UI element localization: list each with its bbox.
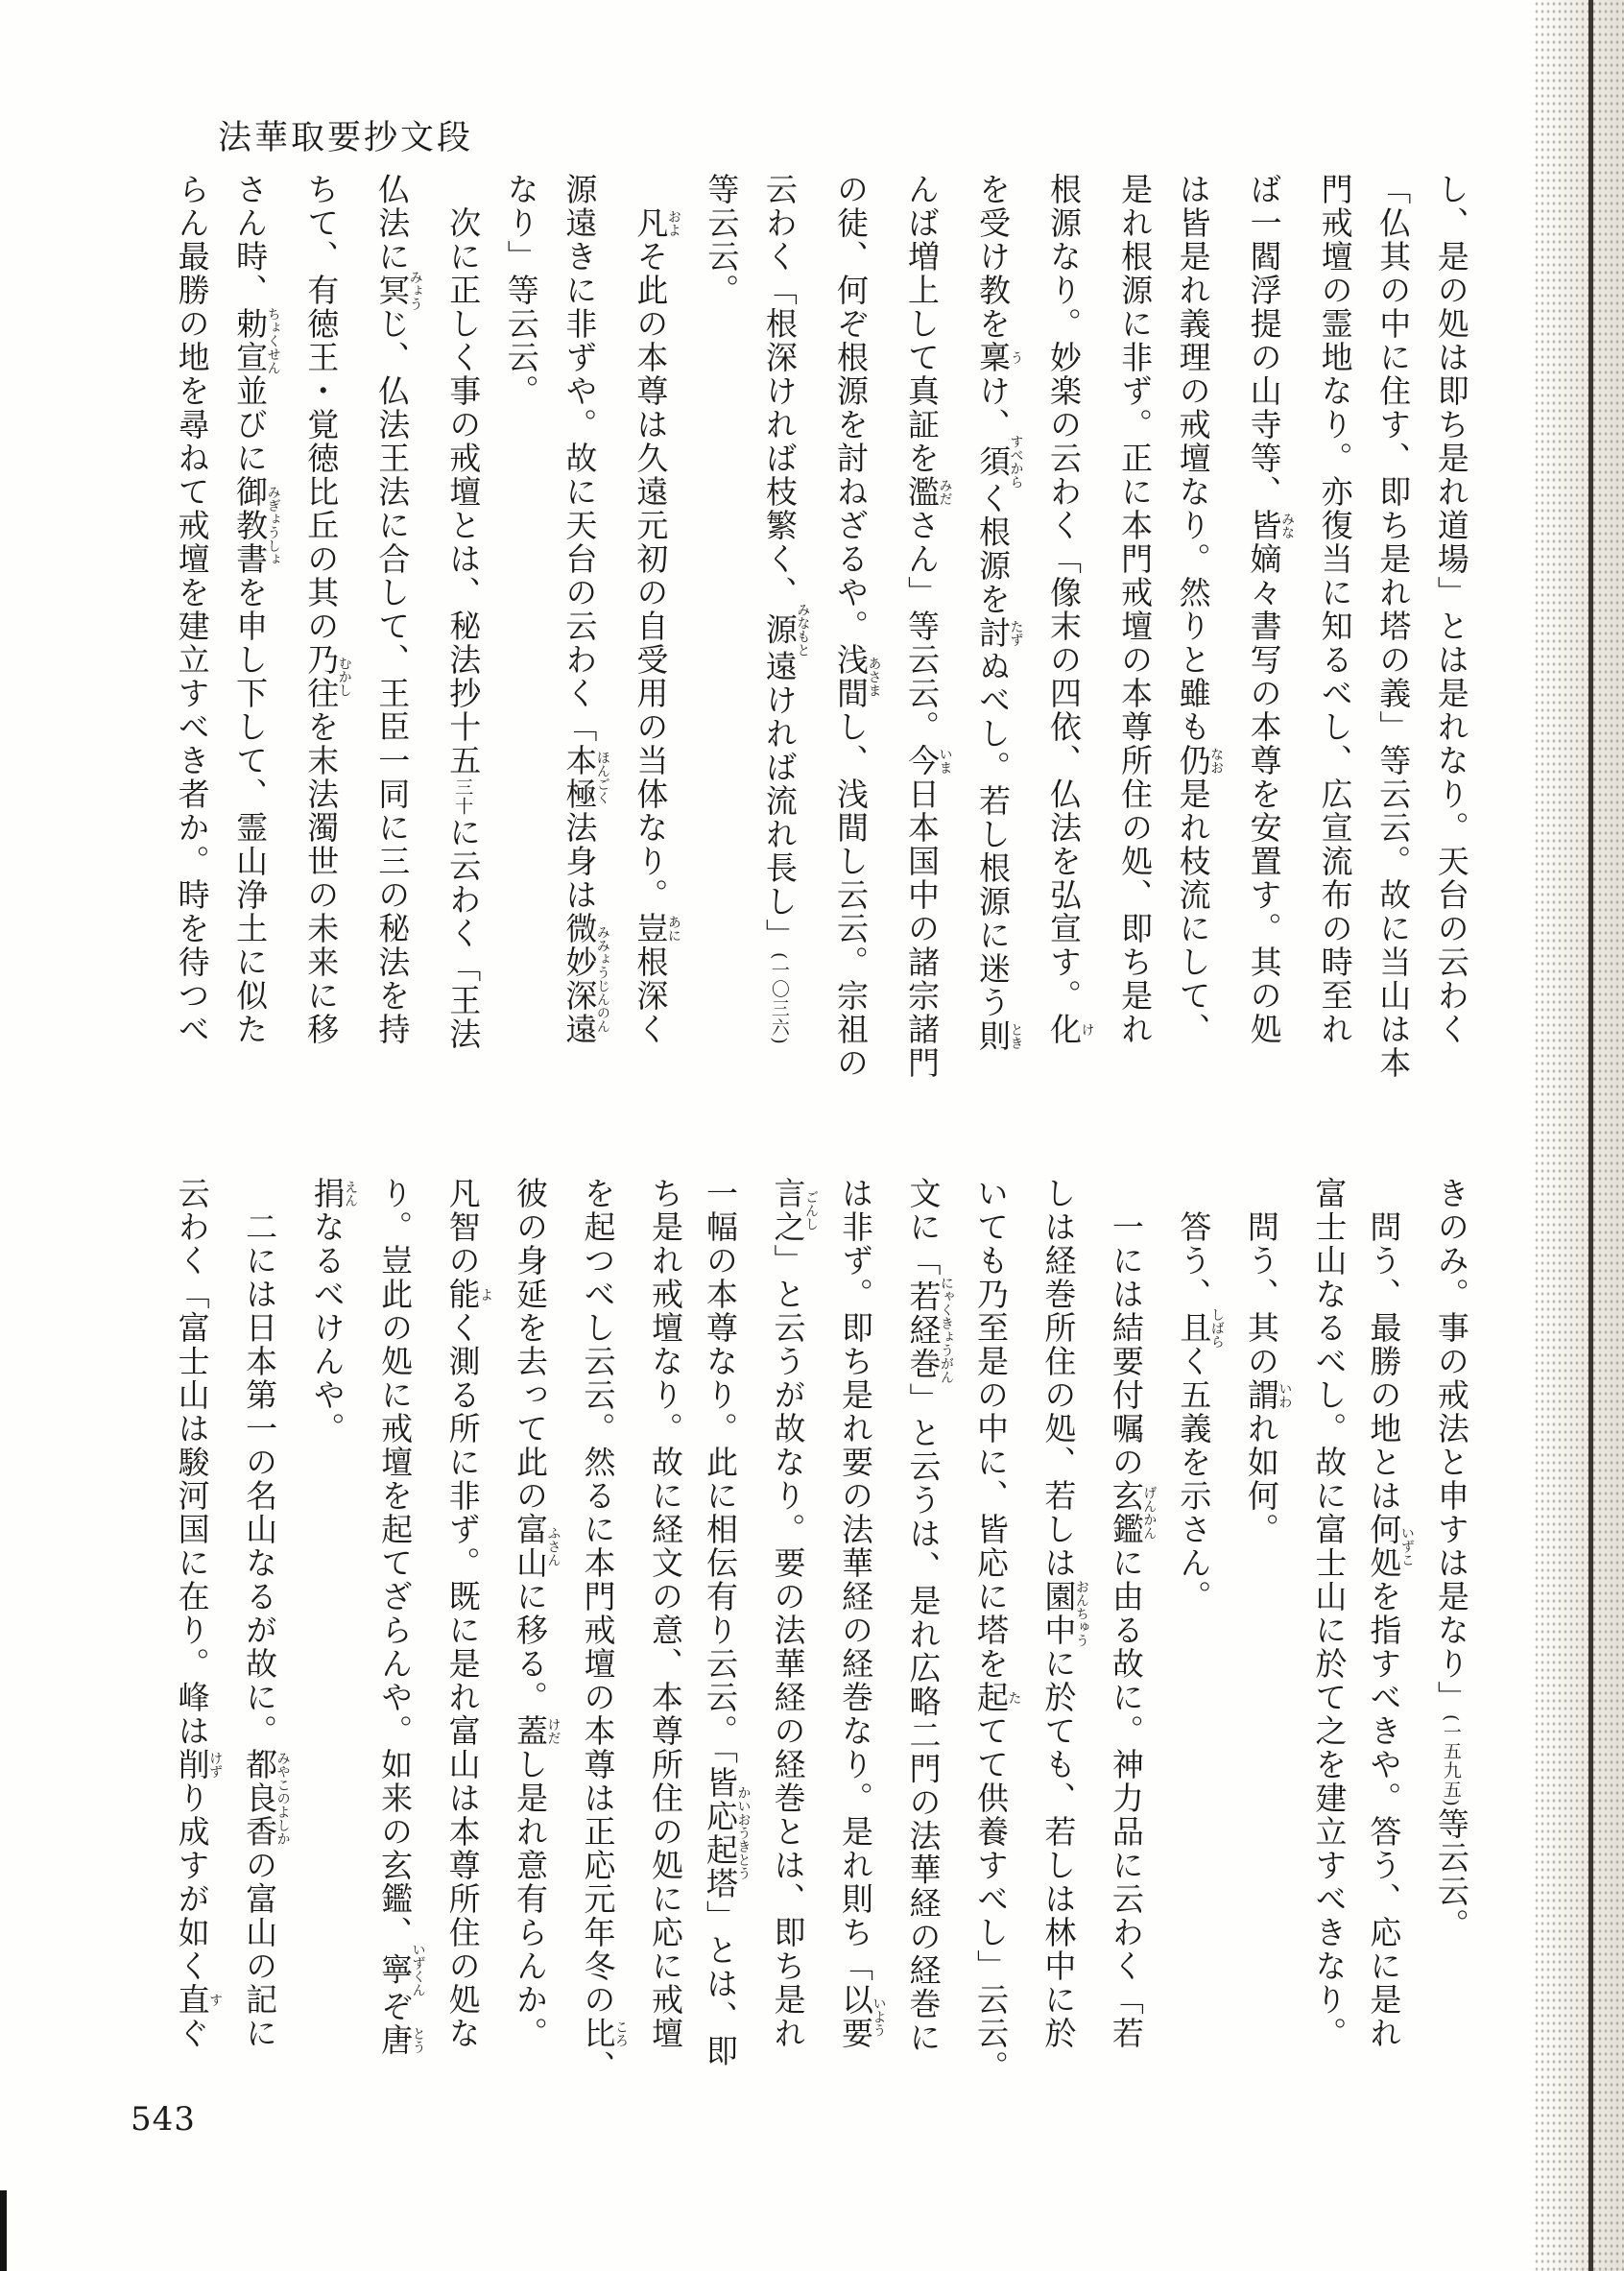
text-column: 根源なり。妙楽の云わく「像末の四依、仏法を弘宣す。化け [1045,173,1095,1046]
text-column: 言之ごんし」と云うが故なり。要の法華経の経巻とは、即ち是れ [769,1177,819,2050]
text-column: らん最勝の地を尋ねて戒壇を建立すべき者か。時を待つべ [173,173,211,1046]
ruby-annotated-text: 乃往むかし [302,643,352,710]
text-column: は皆是れ義理の戒壇なり。然りと雖も仍なお是れ枝流にして、 [1174,173,1225,1046]
ruby-annotated-text: 寧いずくん [376,1943,426,1996]
text-column: 源遠きに非ずや。故に天台の云わく「本極ほんごく法身は微妙深遠みみょうじんのん [561,173,610,1046]
ruby-annotated-text: 捐えん [308,1177,359,1210]
ruby-annotated-text: 比ころ [579,2017,630,2050]
binding-edge-line [1588,0,1593,2271]
ruby-annotated-text: 化け [1045,1013,1095,1046]
ruby-annotated-text: 園中おんちゅう [1039,1580,1089,1647]
ruby-annotated-text: 都良香みやこのよしか [241,1748,291,1849]
inline-citation: (一五九五) [1440,1714,1462,1807]
ruby-annotated-text: 則とき [974,1019,1024,1053]
text-column: 云わく「根深ければ枝繁く、源みなもと遠ければ流れ長し」(一〇三六) [760,173,811,1045]
ruby-annotated-text: 微妙深遠みみょうじんのん [561,912,610,1046]
text-column: なり」等云云。 [502,173,540,408]
ruby-annotated-text: 討たず [974,616,1024,650]
ruby-annotated-text: 浅間あさま [831,643,882,710]
text-column: を起つべし云云。然るに本門戒壇の本尊は正応元年冬の比ころ、 [579,1177,630,2084]
text-column: 次に正しく事の戒壇とは、秘法抄十五三十に云わく「王法 [444,206,483,1051]
text-column: ば一閻浮提の山寺等、皆みな嫡々書写の本尊を安置す。其の処 [1245,173,1296,1046]
text-column: 凡智の能よく測る所に非ず。既に是れ富山は本尊所住の処な [443,1177,494,2050]
text-column: 文に「若経巻にゃくきょうがん」と云うは、是れ広略二門の法華経の経巻に [904,1177,954,2055]
ruby-annotated-text: 且しばら [1175,1307,1225,1349]
text-column: 是れ根源に非ず。正に本門戒壇の本尊所住の処、即ち是れ [1116,173,1155,1046]
ruby-annotated-text: 凡およ [632,206,681,240]
ruby-annotated-text: 仍なお [1174,744,1225,777]
text-column: 云わく「富士山は駿河国に在り。峰は削けずり成すが如く直すぐ [173,1177,224,2050]
ruby-annotated-text: 冥みょう [373,270,423,311]
ruby-annotated-text: 以要いよう [836,1983,887,2050]
ruby-annotated-text: 皆みな [1245,509,1296,542]
text-column: 等云云。 [703,173,741,307]
text-column: んば増上して真証を濫みださん」等云云。今いま日本国中の諸宗諸門 [902,173,953,1080]
text-column: 彼の身延を去って此の富山ふさんに移る。蓋けだし是れ意有らんか。 [512,1177,561,2050]
text-column: 「仏其の中に住す、即ち是れ塔の義」等云云。故に当山は本 [1374,173,1413,1080]
ruby-annotated-text: 直す [173,1983,224,2017]
ruby-annotated-text: 起た [971,1681,1022,1714]
text-column: 門戒壇の霊地なり。亦復当に知るべし、広宣流布の時至れ [1316,173,1354,1046]
text-column: しは経巻所住の処、若しは園中おんちゅうに於ても、若しは林中に於 [1039,1177,1089,2050]
text-column: を受け教を稟うけ、須すべからく根源を討たずぬべし。若し根源に迷う則とき [974,173,1024,1053]
text-column: 二には日本第一の名山なるが故に。都良香みやこのよしかの富山の記に [241,1210,291,2050]
ruby-annotated-text: 勅宣ちょくせん [231,307,281,374]
text-column: 問う、其の謂いわれ如何。 [1242,1210,1293,1546]
ruby-annotated-text: 若経巻にゃくきょうがん [904,1276,954,1384]
ruby-annotated-text: 御教書みぎょうしょ [231,475,281,576]
text-band-lower [175,1177,1469,2125]
text-column: ち是れ戒壇なり。故に経文の意、本尊所住の処に応に戒壇 [647,1177,685,2050]
ruby-annotated-text: 本極ほんごく [561,744,610,811]
inline-citation: 三十 [452,777,474,816]
ruby-annotated-text: 源みなもと [760,603,811,657]
text-column: 答う、且しばらく五義を示さん。 [1175,1210,1225,1614]
ruby-annotated-text: 唐とう [376,2023,426,2057]
ruby-annotated-text: 富山ふさん [512,1513,561,1580]
ruby-annotated-text: 謂いわ [1242,1378,1293,1412]
text-column: の徒、何ぞ根源を討ねざるや。浅間あさまし、浅間し云云。宗祖の [831,173,882,1080]
ruby-annotated-text: 蓋けだ [512,1714,561,1748]
text-column: し、是の処は即ち是れ道場」とは是れなり。天台の云わく [1432,173,1470,1046]
text-band-upper [175,173,1469,1125]
inline-citation: (一〇三六) [768,952,790,1045]
scan-gutter-halftone [1534,0,1624,2271]
text-column: 仏法に冥みょうじ、仏法王法に合して、王臣一同に三の秘法を持 [373,173,423,1046]
text-column: きのみ。事の戒法と申すは是なり」(一五九五)等云云。 [1432,1177,1470,1942]
ruby-annotated-text: 今いま [902,744,953,777]
ruby-annotated-text: 玄鑑げんかん [1107,1479,1158,1546]
ruby-annotated-text: 濫みだ [902,475,953,509]
text-column: 問う、最勝の地とは何処いずこを指すべきや。答う、応に是れ [1365,1210,1415,2050]
ruby-annotated-text: 言之ごんし [769,1177,819,1244]
text-column: 凡およそ此の本尊は久遠元初の自受用の当体なり。豈あに根深く [632,206,681,1046]
ruby-annotated-text: 稟う [974,341,1024,374]
ruby-annotated-text: 削けず [173,1748,224,1781]
page-title: 法華取要抄文段 [218,119,474,157]
ruby-annotated-text: 能よ [443,1278,494,1311]
text-column: は非ず。即ち是れ要の法華経の経巻なり。是れ則ち「以要いよう [836,1177,887,2050]
text-column: いても乃至是の中に、皆応に塔を起たてて供養すべし」云云。 [971,1177,1022,2084]
text-column: 一には結要付嘱の玄鑑げんかんに由る故に。神力品に云わく「若 [1107,1210,1158,2050]
text-column: ちて、有徳王・覚徳比丘の其の乃往むかしを末法濁世の未来に移 [302,173,352,1046]
text-column: り。豈此の処に戒壇を起てざらんや。如来の玄鑑、寧いずくんぞ唐とう [376,1177,426,2057]
text-column: 捐えんなるべけんや。 [308,1177,359,1446]
text-column: さん時、勅宣ちょくせん並びに御教書みぎょうしょを申し下して、霊山浄土に似た [231,173,281,1046]
text-column: 一幅の本尊なり。此に相伝有り云云。「皆応起塔かいおうきとう」とは、即 [702,1177,752,2068]
ruby-annotated-text: 須すべから [974,435,1024,489]
scan-edge-mark [0,2190,7,2271]
ruby-annotated-text: 皆応起塔かいおうきとう [702,1765,752,1900]
ruby-annotated-text: 何処いずこ [1365,1513,1415,1580]
page-number: 543 [131,2100,196,2139]
text-column: 富士山なるべし。故に富士山に於て之を建立すべきなり。 [1310,1177,1349,2050]
ruby-annotated-text: 豈あに [632,912,681,945]
